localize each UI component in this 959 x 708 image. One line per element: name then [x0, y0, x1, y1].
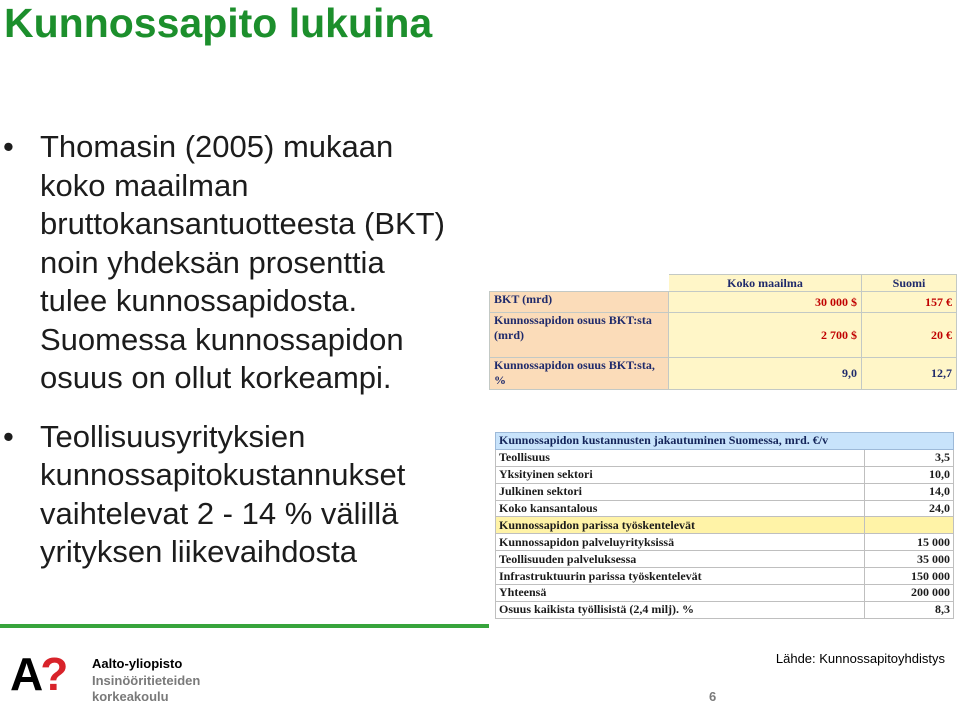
row-value: 10,0: [865, 466, 954, 483]
finland-value: 157 €: [861, 292, 956, 313]
table-row: [490, 313, 957, 358]
table-row: [496, 534, 954, 551]
table-row: [496, 585, 954, 602]
table-row: [496, 449, 954, 466]
bullet-dot: •: [3, 129, 14, 164]
table-row: [496, 601, 954, 618]
table-row: [490, 292, 957, 313]
bullet-line: osuus on ollut korkeampi.: [40, 360, 392, 395]
row-value: 35 000: [865, 551, 954, 568]
row-value: 8,3: [865, 601, 954, 618]
world-value: 30 000 $: [669, 292, 862, 313]
table-caption: Kunnossapidon kustannusten jakautuminen Suomessa, mrd. €/v: [496, 433, 954, 450]
bullet-line: yrityksen liikevaihdosta: [40, 534, 358, 569]
table-row: [496, 500, 954, 517]
row-value: 24,0: [865, 500, 954, 517]
bullet-dot: •: [3, 418, 14, 454]
logo-mark: A: [10, 648, 41, 700]
bullet-item: [0, 418, 520, 572]
logo-question-mark: ?: [40, 648, 66, 700]
bullet-line: kunnossapitokustannukset: [40, 457, 406, 492]
row-value: 3,5: [865, 449, 954, 466]
table-row: [496, 551, 954, 568]
row-label: BKT (mrd): [490, 292, 669, 313]
table-row: [496, 466, 954, 483]
logo-line-school: Insinööritieteiden: [92, 672, 201, 688]
aalto-logo-text: [92, 656, 200, 706]
row-label: Teollisuuden palveluksessa: [496, 551, 865, 568]
table-caption-row: [496, 433, 954, 450]
row-value: 14,0: [865, 483, 954, 500]
row-value: 15 000: [865, 534, 954, 551]
green-divider: [0, 624, 489, 628]
logo-line-school-2: korkeakoulu: [92, 689, 169, 704]
row-label: Julkinen sektori: [496, 483, 865, 500]
table-row: [490, 358, 957, 390]
row-label: Yhteensä: [496, 585, 865, 602]
row-label: Kunnossapidon osuus BKT:sta, %: [490, 358, 669, 390]
bullet-line: Thomasin (2005) mukaan: [40, 129, 394, 164]
bullet-list: [0, 128, 520, 572]
bullet-line: vaihtelevat 2 - 14 % välillä: [40, 495, 399, 531]
bullet-line: koko maailman: [40, 167, 249, 203]
page-number: 6: [709, 689, 717, 704]
bullet-item: [0, 128, 520, 398]
row-label: Teollisuus: [496, 449, 865, 466]
row-label: Infrastruktuurin parissa työskentelevät: [496, 568, 865, 585]
source-note: Lähde: Kunnossapitoyhdistys: [775, 651, 945, 666]
row-label: Osuus kaikista työllisistä (2,4 milj). %: [496, 601, 865, 618]
finland-value: 12,7: [861, 358, 956, 390]
bullet-line: bruttokansantuotteesta (BKT): [40, 206, 445, 241]
row-value: 150 000: [865, 568, 954, 585]
header-world: Koko maailma: [669, 275, 862, 292]
finland-maintenance-cost-table: [495, 432, 954, 619]
table-row: [496, 568, 954, 585]
world-value: 2 700 $: [669, 313, 862, 358]
gdp-maintenance-table: [489, 274, 957, 390]
table-row: [496, 483, 954, 500]
row-value: 200 000: [865, 585, 954, 602]
row-value: [865, 517, 954, 534]
row-label: Kunnossapidon parissa työskentelevät: [496, 517, 865, 534]
row-label: Kunnossapidon palveluyrityksissä: [496, 534, 865, 551]
row-label: Yksityinen sektori: [496, 466, 865, 483]
world-value: 9,0: [669, 358, 862, 390]
bullet-line: noin yhdeksän prosenttia: [40, 244, 385, 280]
bullet-line: Suomessa kunnossapidon: [40, 321, 404, 357]
table-header-row: [490, 275, 957, 292]
header-finland: Suomi: [861, 275, 956, 292]
header-blank-cell: [490, 275, 669, 292]
aalto-logo-icon: [10, 648, 66, 700]
bullet-line: Teollisuusyrityksien: [40, 418, 306, 454]
row-label: Koko kansantalous: [496, 500, 865, 517]
table-section-row: [496, 517, 954, 534]
bullet-line: tulee kunnossapidosta.: [40, 283, 358, 318]
logo-line-university: Aalto-yliopisto: [92, 656, 183, 671]
row-label: Kunnossapidon osuus BKT:sta (mrd): [490, 313, 669, 358]
page-title: Kunnossapito lukuina: [4, 0, 433, 46]
finland-value: 20 €: [861, 313, 956, 358]
